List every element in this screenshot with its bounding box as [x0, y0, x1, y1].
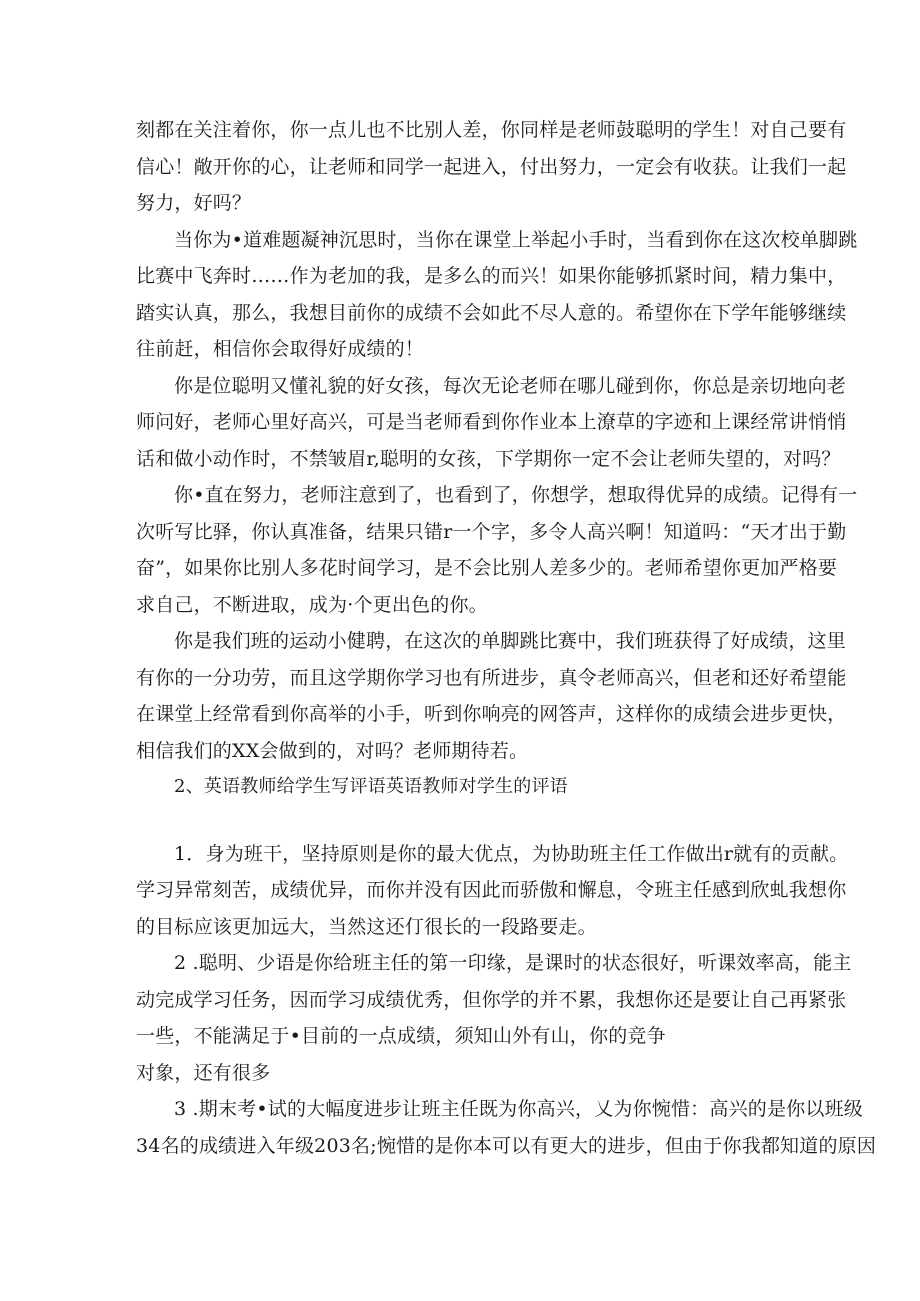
text-line: 你是位聪明又懂礼貌的好女孩，每次无论老师在哪儿碰到你，你总是亲切地向老: [174, 374, 847, 397]
text-line: 往前赶，相信你会取得好成绩的！: [136, 338, 425, 360]
text-line: 一些，不能满足于•目前的一点成绩，须知山外有山，你的竞争: [136, 1025, 666, 1047]
text-line: 34名的成绩进入年级203名;惋惜的是你本可以有更大的进步，但由于你我都知道的原因: [136, 1134, 877, 1157]
text-line: 求自己，不断进取，成为·个更出色的你。: [136, 593, 488, 616]
text-line: 努力，好吗？: [136, 192, 252, 214]
text-line: 信心！敞开你的心，让老师和同学一起进入，付出努力，一定会有收获。让我们一起: [136, 155, 847, 178]
text-line: 话和做小动作时，不禁皱眉r,聪明的女孩，下学期你一定不会让老师失望的，对吗？: [136, 447, 841, 470]
text-line: 相信我们的XX会做到的，对吗？老师期待若。: [136, 739, 529, 762]
text-line: 1．身为班干，坚持原则是你的最大优点，为协助班主任工作做出r就有的贡献。: [174, 842, 849, 865]
text-line: 比赛中飞奔时……作为老加的我，是多么的而兴！如果你能够抓紧时间，精力集中，: [136, 265, 847, 287]
text-line: 当你为•道难题凝神沉思时，当你在课堂上举起小手时，当看到你在这次校单脚跳: [174, 228, 858, 251]
text-line: 在课堂上经常看到你高举的小手，听到你响亮的网答声，这样你的成绩会进步更快，: [136, 703, 847, 725]
text-line: 刻都在关注着你，你一点儿也不比别人差，你同样是老师鼓聪明的学生！对自己要有: [136, 119, 847, 141]
text-line: 师问好，老师心里好高兴，可是当老师看到你作业本上潦草的字迹和上课经常讲悄悄: [136, 411, 847, 433]
text-line: 踏实认真，那么，我想目前你的成绩不会如此不尽人意的。希望你在下学年能够继续: [136, 301, 847, 324]
paragraph: [136, 623, 847, 769]
text-line: 你是我们班的运动小健聘，在这次的单脚跳比赛中，我们班获得了好成绩，这里: [174, 630, 847, 652]
paragraph: [136, 222, 858, 368]
text-line: 动完成学习任务，因而学习成绩优秀，但你学的并不累，我想你还是要让自己再紧张: [136, 988, 847, 1011]
numbered-item: [136, 945, 852, 1091]
text-line: 次听写比驿，你认真准备，结果只错r一个字，多令人高兴啊！知道吗：“天才出于勤: [136, 520, 847, 543]
paragraph: [136, 368, 847, 478]
text-line: 2 .聪明、少语是你给班主任的第一印缘，是课时的状态很好，听课效率高，能主: [174, 952, 852, 974]
paragraph: [136, 112, 847, 222]
text-line: 对象，还有很多: [136, 1061, 271, 1084]
numbered-item: [136, 836, 849, 946]
numbered-item: [136, 1091, 877, 1164]
text-line: 有你的一分功劳，而且这学期你学习也有所进步，真令老师高兴，但老和还好希望能: [136, 666, 847, 689]
text-line: 的目标应该更加远大，当然这还仃很长的一段路要走。: [136, 915, 597, 938]
document-page: [136, 112, 877, 1164]
text-line: 你•直在努力，老师注意到了，也看到了，你想学，想取得优异的成绩。记得有一: [174, 484, 858, 506]
text-line: 3 .期末考•试的大幅度进步让班主任既为你高兴，乂为你惋惜：高兴的是你以班级: [174, 1098, 863, 1120]
section-heading: 2、英语教师给学生写评语英语教师对学生的评语: [174, 776, 568, 797]
paragraph: [136, 477, 858, 623]
text-line: 奋”，如果你比别人多花时间学习，是不会比别人差多少的。老师希望你更加严格要: [136, 557, 838, 579]
text-line: 学习异常刻苦，成绩优异，而你并没有因此而骄傲和懈息，令班主任感到欣虬我想你: [136, 879, 847, 901]
